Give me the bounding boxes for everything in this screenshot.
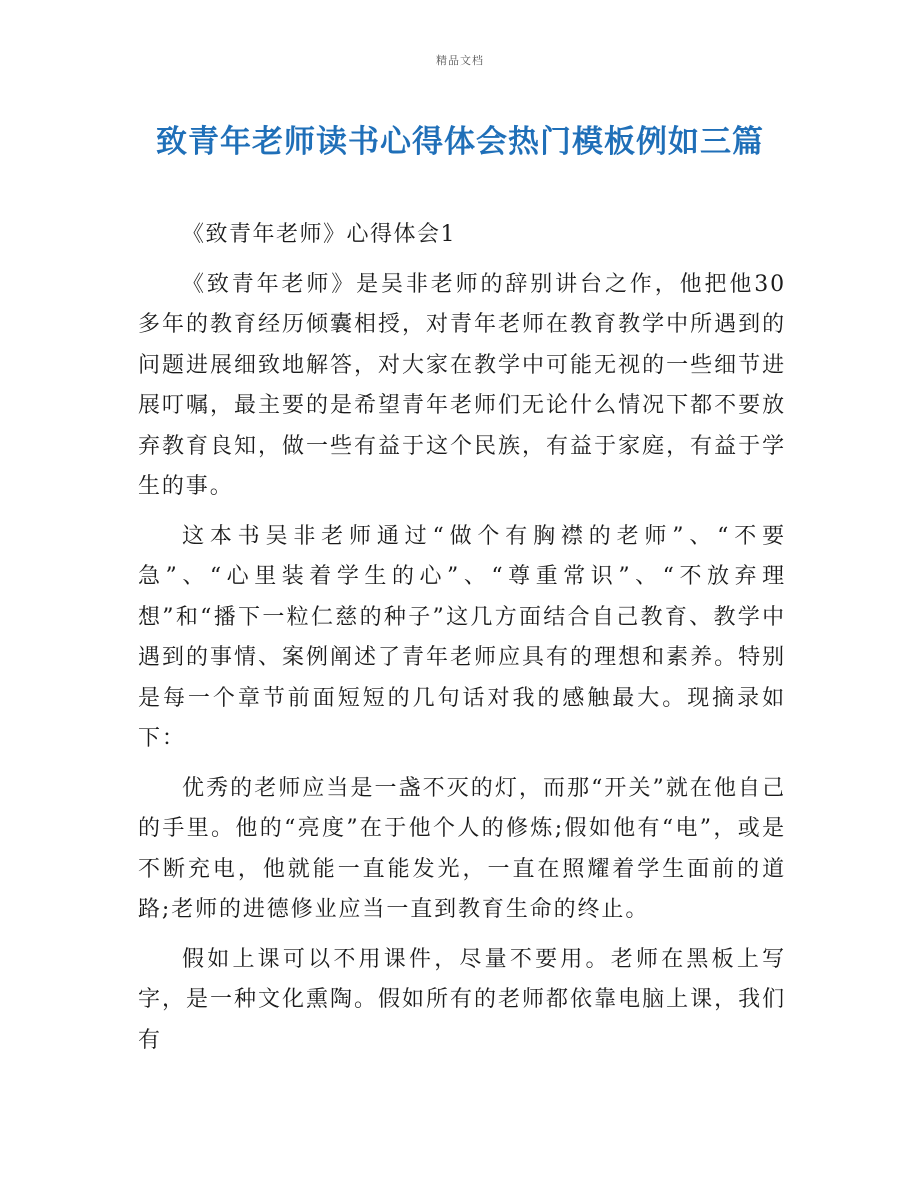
document-body xyxy=(138,215,786,1061)
paragraph-2: 这本书吴非老师通过“做个有胸襟的老师”、“不要急”、“心里装着学生的心”、“尊重常识”、“不放弃理想”和“播下一粒仁慈的种子”这几方面结合自己教育、教学中遇到的事情、案例阐述了青年老师应具有的理想和素养。特别是每一个章节前面短短的几句话对我的感触最大。现摘录如下： xyxy=(138,523,786,751)
paragraph-3: 优秀的老师应当是一盏不灭的灯，而那“开关”就在他自己的手里。他的“亮度”在于他个人的修炼;假如他有“电”，或是不断充电，他就能一直能发光，一直在照耀着学生面前的道路;老师的进德修业应当一直到教育生命的终止。 xyxy=(138,775,786,922)
document-title: 致青年老师读书心得体会热门模板例如三篇 xyxy=(156,124,764,160)
section-heading: 《致青年老师》心得体会1 xyxy=(182,222,456,247)
paragraph-4: 假如上课可以不用课件，尽量不要用。老师在黑板上写字，是一种文化熏陶。假如所有的老师都依靠电脑上课，我们有 xyxy=(138,946,786,1053)
paragraph-1: 《致青年老师》是吴非老师的辞别讲台之作，他把他30多年的教育经历倾囊相授，对青年老师在教育教学中所遇到的问题进展细致地解答，对大家在教学中可能无视的一些细节进展叮嘱，最主要的是希望青年老师们无论什么情况下都不要放弃教育良知，做一些有益于这个民族，有益于家庭，有益于学生的事。 xyxy=(138,271,786,499)
page-header-label: 精品文档 xyxy=(436,54,484,67)
